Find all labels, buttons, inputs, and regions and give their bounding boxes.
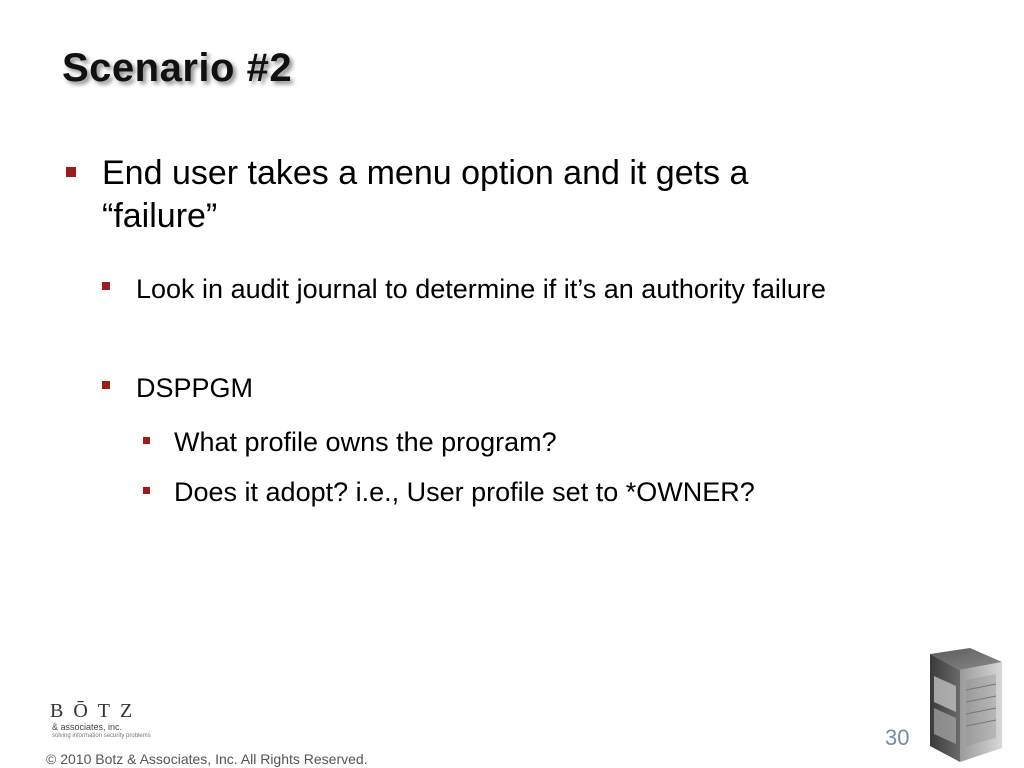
logo-wordmark: BŌTZ bbox=[50, 700, 143, 722]
bullet-text: Does it adopt? i.e., User profile set to *OWNER? bbox=[174, 477, 755, 507]
bullet-level3-adopt bbox=[143, 474, 943, 510]
bullet-text: What profile owns the program? bbox=[174, 427, 557, 457]
square-bullet-icon bbox=[102, 381, 110, 389]
square-bullet-icon bbox=[143, 487, 150, 494]
bullet-text: End user takes a menu option and it gets a “failure” bbox=[102, 154, 749, 235]
bullet-text: DSPPGM bbox=[136, 373, 254, 403]
logo-tagline: solving information security problems bbox=[52, 733, 151, 739]
botz-logo bbox=[50, 700, 160, 744]
bullet-level1 bbox=[66, 152, 846, 238]
bullet-text: Look in audit journal to determine if it’s an authority failure bbox=[136, 274, 826, 304]
copyright-notice: © 2010 Botz & Associates, Inc. All Rights Reserved. bbox=[46, 751, 368, 767]
logo-subtitle: & associates, inc. bbox=[52, 722, 123, 732]
page-number: 30 bbox=[885, 725, 910, 750]
square-bullet-icon bbox=[102, 282, 110, 290]
square-bullet-icon bbox=[143, 437, 150, 444]
bullet-level2-audit bbox=[102, 270, 892, 308]
server-tower-icon bbox=[926, 646, 1006, 764]
square-bullet-icon bbox=[66, 167, 76, 177]
bullet-level2-dsppgm bbox=[102, 369, 802, 407]
slide-title: Scenario #2 bbox=[62, 46, 293, 90]
bullet-level3-owner bbox=[143, 424, 903, 460]
